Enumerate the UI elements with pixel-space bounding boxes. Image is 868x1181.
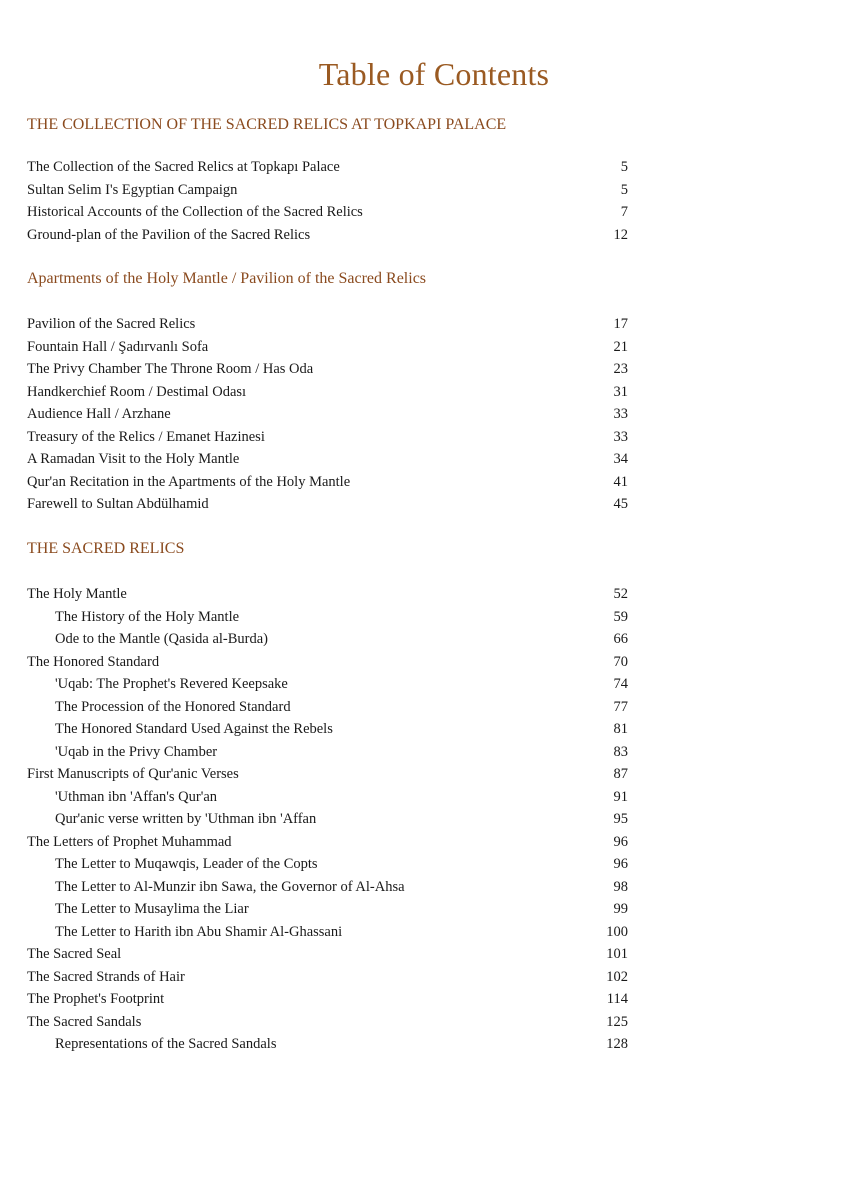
- toc-entry-title: The Prophet's Footprint: [27, 991, 165, 1007]
- toc-entry-title: Farewell to Sultan Abdülhamid: [27, 496, 209, 512]
- toc-entry[interactable]: [0, 583, 868, 606]
- toc-entry-page: 70: [613, 653, 628, 670]
- toc-entry-page: 87: [613, 766, 628, 782]
- section-entries-collection: [0, 156, 868, 246]
- toc-entry-page: 41: [613, 473, 628, 490]
- toc-entry-page: 83: [613, 743, 628, 760]
- toc-entry-page: 125: [606, 1013, 628, 1030]
- toc-entry-title: The Letter to Muqawqis, Leader of the Copts: [55, 856, 318, 872]
- toc-entry-title: 'Uqab: The Prophet's Revered Keepsake: [55, 676, 288, 692]
- toc-entry-title: Treasury of the Relics / Emanet Hazinesi: [27, 428, 265, 445]
- toc-subentry[interactable]: [0, 1033, 868, 1056]
- toc-entry-title: The Honored Standard: [27, 653, 160, 670]
- toc-entry-page: 7: [620, 204, 628, 220]
- toc-entry[interactable]: [0, 763, 868, 786]
- toc-entry[interactable]: [0, 1011, 868, 1034]
- toc-entry[interactable]: [0, 831, 868, 854]
- section-heading-collection: THE COLLECTION OF THE SACRED RELICS AT TOPKAPI PALACE: [27, 116, 507, 133]
- toc-subentry[interactable]: [0, 673, 868, 696]
- toc-entry[interactable]: [0, 493, 868, 516]
- toc-entry[interactable]: [0, 313, 868, 336]
- toc-entry-title: Qur'an Recitation in the Apartments of the Holy Mantle: [27, 473, 351, 490]
- toc-subentry[interactable]: [0, 606, 868, 629]
- toc-entry-page: 33: [613, 406, 628, 422]
- toc-entry-title: The Collection of the Sacred Relics at Topkapı Palace: [27, 159, 340, 175]
- toc-entry-page: 128: [606, 1036, 628, 1052]
- toc-entry-page: 81: [613, 721, 628, 737]
- toc-entry-title: The Letter to Harith ibn Abu Shamir Al-Ghassani: [55, 923, 343, 940]
- toc-entry[interactable]: [0, 358, 868, 381]
- toc-entry[interactable]: [0, 403, 868, 426]
- toc-subentry[interactable]: [0, 741, 868, 764]
- toc-subentry[interactable]: [0, 786, 868, 809]
- toc-entry-title: The Sacred Strands of Hair: [27, 968, 185, 985]
- toc-entry-page: 100: [606, 923, 628, 940]
- toc-entry-title: The Sacred Sandals: [27, 1013, 142, 1030]
- toc-entry-title: Fountain Hall / Şadırvanlı Sofa: [27, 338, 209, 355]
- toc-entry-title: Historical Accounts of the Collection of the Sacred Relics: [27, 204, 363, 220]
- toc-entry-title: Ode to the Mantle (Qasida al-Burda): [55, 631, 268, 647]
- page-title: Table of Contents: [318, 56, 550, 92]
- toc-entry-title: A Ramadan Visit to the Holy Mantle: [27, 451, 240, 467]
- toc-entry-page: 52: [613, 586, 628, 602]
- toc-entry-page: 98: [613, 878, 628, 895]
- toc-entry[interactable]: [0, 224, 868, 247]
- toc-entry-title: The Privy Chamber The Throne Room / Has Oda: [27, 361, 314, 377]
- toc-subentry[interactable]: [0, 718, 868, 741]
- toc-entry-page: 77: [613, 698, 628, 715]
- toc-entry-title: The Sacred Seal: [27, 946, 122, 962]
- toc-entry[interactable]: [0, 201, 868, 224]
- toc-entry[interactable]: [0, 471, 868, 494]
- toc-subentry[interactable]: [0, 853, 868, 876]
- toc-entry-page: 45: [613, 496, 628, 512]
- toc-entry-page: 102: [606, 968, 628, 985]
- toc-entry-page: 59: [613, 608, 628, 625]
- toc-entry[interactable]: [0, 448, 868, 471]
- toc-entry-title: Qur'anic verse written by 'Uthman ibn 'Affan: [55, 811, 317, 827]
- toc-entry-page: 95: [613, 811, 628, 827]
- toc-entry-title: First Manuscripts of Qur'anic Verses: [27, 766, 239, 782]
- toc-entry-title: The Procession of the Honored Standard: [55, 698, 291, 715]
- toc-entry-page: 91: [613, 788, 628, 805]
- toc-entry-page: 96: [613, 856, 628, 872]
- toc-entry-page: 31: [613, 383, 628, 400]
- section-heading-apartments: Apartments of the Holy Mantle / Pavilion of the Sacred Relics: [27, 270, 427, 287]
- toc-subentry[interactable]: [0, 921, 868, 944]
- toc-entry-title: Ground-plan of the Pavilion of the Sacred Relics: [27, 226, 311, 243]
- toc-entry-title: The Letters of Prophet Muhammad: [27, 833, 232, 850]
- toc-entry[interactable]: [0, 381, 868, 404]
- toc-subentry[interactable]: [0, 628, 868, 651]
- toc-entry-page: 12: [613, 226, 628, 243]
- section-heading-sacred-relics: THE SACRED RELICS: [27, 540, 185, 557]
- toc-entry-page: 5: [620, 181, 628, 198]
- toc-entry-title: 'Uthman ibn 'Affan's Qur'an: [55, 788, 217, 805]
- toc-entry-title: Pavilion of the Sacred Relics: [27, 316, 196, 332]
- toc-entry-title: The Holy Mantle: [27, 586, 127, 602]
- toc-entry-page: 5: [620, 159, 628, 175]
- toc-entry-page: 33: [613, 428, 628, 445]
- toc-entry-title: The History of the Holy Mantle: [55, 608, 240, 625]
- toc-entry[interactable]: [0, 156, 868, 179]
- toc-entry-page: 23: [613, 361, 628, 377]
- toc-entry-page: 21: [613, 338, 628, 355]
- toc-entry[interactable]: [0, 336, 868, 359]
- toc-entry-title: Handkerchief Room / Destimal Odası: [27, 383, 247, 400]
- toc-entry[interactable]: [0, 179, 868, 202]
- toc-entry-title: Representations of the Sacred Sandals: [55, 1036, 277, 1052]
- toc-subentry[interactable]: [0, 898, 868, 921]
- toc-entry-page: 17: [613, 316, 628, 332]
- toc-entry-page: 99: [613, 901, 628, 917]
- toc-entry-title: Sultan Selim I's Egyptian Campaign: [27, 181, 238, 198]
- toc-entry-page: 74: [613, 676, 628, 692]
- section-entries-sacred-relics: [0, 583, 868, 1056]
- toc-entry-title: Audience Hall / Arzhane: [27, 406, 171, 422]
- toc-entry-page: 114: [606, 991, 628, 1007]
- toc-entry-title: The Letter to Musaylima the Liar: [55, 901, 249, 917]
- toc-entry[interactable]: [0, 651, 868, 674]
- toc-entry-page: 96: [613, 833, 628, 850]
- toc-entry-title: The Letter to Al-Munzir ibn Sawa, the Governor of Al-Ahsa: [55, 878, 405, 895]
- toc-subentry[interactable]: [0, 696, 868, 719]
- toc-entry-title: 'Uqab in the Privy Chamber: [55, 743, 218, 760]
- toc-entry-page: 66: [613, 631, 628, 647]
- toc-entry[interactable]: [0, 426, 868, 449]
- section-entries-apartments: [0, 313, 868, 516]
- toc-entry[interactable]: [0, 943, 868, 966]
- toc-entry-title: The Honored Standard Used Against the Rebels: [55, 721, 333, 737]
- toc-entry[interactable]: [0, 966, 868, 989]
- toc-subentry[interactable]: [0, 808, 868, 831]
- toc-entry-page: 101: [606, 946, 628, 962]
- toc-entry-page: 34: [613, 451, 628, 467]
- toc-entry[interactable]: [0, 988, 868, 1011]
- toc-subentry[interactable]: [0, 876, 868, 899]
